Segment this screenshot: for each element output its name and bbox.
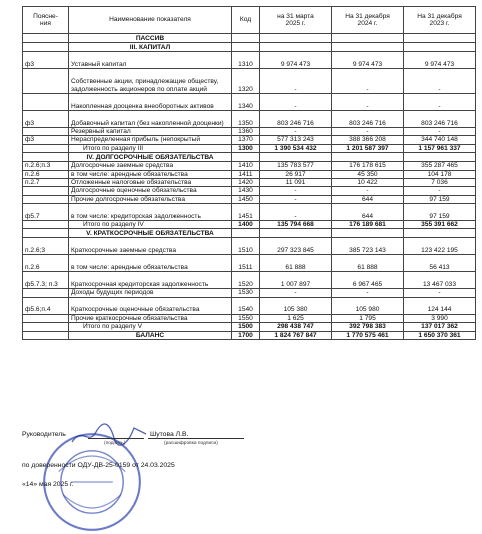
row-value: 105 980 — [332, 297, 404, 314]
value-cell — [260, 34, 332, 43]
row-value: - — [260, 94, 332, 111]
row-value: - — [332, 94, 404, 111]
row-label: БАЛАНС — [69, 331, 232, 339]
balance-table — [22, 6, 476, 340]
note-cell: ф5.7.3; п.3 — [23, 272, 69, 289]
row-value: - — [260, 289, 332, 297]
table-row — [23, 289, 476, 297]
table-row — [23, 144, 476, 152]
row-code: 1340 — [232, 94, 260, 111]
row-label: Краткосрочные заемные средства — [69, 238, 232, 255]
row-value: - — [260, 69, 332, 94]
row-value: 97 159 — [404, 195, 476, 203]
header-note: Поясне- ния — [23, 7, 69, 34]
table-row — [23, 195, 476, 203]
row-code: 1400 — [232, 221, 260, 229]
table-row — [23, 238, 476, 255]
note-cell: п.2.6 — [23, 170, 69, 178]
row-code: 1520 — [232, 272, 260, 289]
value-cell — [332, 229, 404, 238]
row-value: 1 650 370 361 — [404, 331, 476, 339]
row-code: 1310 — [232, 52, 260, 69]
table-row — [23, 187, 476, 195]
row-label: Долгосрочные заемные средства — [69, 162, 232, 170]
row-value: 9 974 473 — [404, 52, 476, 69]
note-cell — [23, 153, 69, 162]
row-code: 1540 — [232, 297, 260, 314]
row-value: - — [404, 289, 476, 297]
row-value: 11 091 — [260, 178, 332, 186]
value-cell — [260, 153, 332, 162]
table-row — [23, 94, 476, 111]
note-cell — [23, 187, 69, 195]
note-cell: п.2.6;п.3 — [23, 162, 69, 170]
row-value: 392 798 383 — [332, 323, 404, 331]
table-row — [23, 178, 476, 186]
row-value: 803 246 716 — [404, 111, 476, 128]
header-col3: На 31 декабря 2023 г. — [404, 7, 476, 34]
value-cell — [332, 34, 404, 43]
row-code: 1350 — [232, 111, 260, 128]
row-label: Уставный капитал — [69, 52, 232, 69]
row-value: 1 625 — [260, 314, 332, 322]
row-value: 355 287 465 — [404, 162, 476, 170]
row-value: 577 313 243 — [260, 136, 332, 144]
code-cell — [232, 34, 260, 43]
row-value: 105 380 — [260, 297, 332, 314]
row-code: 1420 — [232, 178, 260, 186]
row-value: 13 467 033 — [404, 272, 476, 289]
row-code: 1430 — [232, 187, 260, 195]
value-cell — [332, 153, 404, 162]
value-cell — [332, 43, 404, 52]
value-cell — [404, 153, 476, 162]
row-label: Итого по разделу IV — [69, 221, 232, 229]
row-code: 1450 — [232, 195, 260, 203]
code-cell — [232, 229, 260, 238]
row-value: 385 723 143 — [332, 238, 404, 255]
row-value: 123 422 195 — [404, 238, 476, 255]
table-row — [23, 331, 476, 339]
row-label: Итого по разделу V — [69, 323, 232, 331]
row-value: 298 438 747 — [260, 323, 332, 331]
note-cell — [23, 144, 69, 152]
row-label: Прочие краткосрочные обязательства — [69, 314, 232, 322]
note-cell: ф5.7 — [23, 204, 69, 221]
row-code: 1451 — [232, 204, 260, 221]
section-title: ПАССИВ — [69, 34, 232, 43]
row-value: 45 350 — [332, 170, 404, 178]
signature-block — [22, 431, 66, 438]
code-cell — [232, 43, 260, 52]
row-value: - — [332, 187, 404, 195]
code-cell — [232, 153, 260, 162]
section-title: III. КАПИТАЛ — [69, 43, 232, 52]
row-value: 9 974 473 — [260, 52, 332, 69]
row-value: 297 323 845 — [260, 238, 332, 255]
note-cell — [23, 323, 69, 331]
row-value: 9 974 473 — [332, 52, 404, 69]
note-cell: п.2.6 — [23, 255, 69, 272]
row-value: 1 007 897 — [260, 272, 332, 289]
row-label: Резервный капитал — [69, 128, 232, 136]
header-name: Наименование показателя — [69, 7, 232, 34]
note-cell: п.2.7 — [23, 178, 69, 186]
row-value: 176 178 615 — [332, 162, 404, 170]
table-row — [23, 128, 476, 136]
row-value: 1 157 961 337 — [404, 144, 476, 152]
signatory-name: Шутова Л.В. — [150, 431, 189, 438]
row-value: 355 391 662 — [404, 221, 476, 229]
signing-date: «14» мая 2025 г. — [22, 481, 74, 488]
head-label: Руководитель — [22, 431, 66, 438]
row-code: 1511 — [232, 255, 260, 272]
row-code: 1500 — [232, 323, 260, 331]
row-label: в том числе: арендные обязательства — [69, 170, 232, 178]
table-row — [23, 314, 476, 322]
table-row — [23, 52, 476, 69]
row-label: Собственные акции, принадлежащие обществу, задолженность акционеров по оплате акций — [69, 69, 232, 94]
row-value: 1 824 767 847 — [260, 331, 332, 339]
row-value: 644 — [332, 195, 404, 203]
row-code: 1510 — [232, 238, 260, 255]
note-cell — [23, 314, 69, 322]
value-cell — [404, 34, 476, 43]
note-cell — [23, 43, 69, 52]
note-cell — [23, 128, 69, 136]
row-value: - — [260, 195, 332, 203]
row-value: 135 783 577 — [260, 162, 332, 170]
value-cell — [404, 43, 476, 52]
row-code: 1300 — [232, 144, 260, 152]
row-label: Нераспределенная прибыль (непокрытый — [69, 136, 232, 144]
table-body — [23, 34, 476, 340]
note-cell: ф3 — [23, 136, 69, 144]
header-code: Код — [232, 7, 260, 34]
row-value: - — [404, 128, 476, 136]
note-cell — [23, 229, 69, 238]
section-title: IV. ДОЛГОСРОЧНЫЕ ОБЯЗАТЕЛЬСТВА — [69, 153, 232, 162]
header-col1: на 31 марта 2025 г. — [260, 7, 332, 34]
row-label: Отложенные налоговые обязательства — [69, 178, 232, 186]
section-title: V. КРАТКОСРОЧНЫЕ ОБЯЗАТЕЛЬСТВА — [69, 229, 232, 238]
table-row — [23, 255, 476, 272]
row-value: 124 144 — [404, 297, 476, 314]
row-label: Доходы будущих периодов — [69, 289, 232, 297]
table-row — [23, 69, 476, 94]
row-value: 26 917 — [260, 170, 332, 178]
row-value: 388 366 208 — [332, 136, 404, 144]
row-code: 1411 — [232, 170, 260, 178]
name-caption: (расшифровка подписи) — [164, 441, 218, 446]
proxy-text: по доверенности ОДУ-ДВ-25-0159 от 24.03.2025 — [22, 462, 175, 469]
row-value: 3 990 — [404, 314, 476, 322]
note-cell: ф3 — [23, 52, 69, 69]
value-cell — [260, 43, 332, 52]
row-value: 137 017 362 — [404, 323, 476, 331]
row-value: 56 413 — [404, 255, 476, 272]
row-value: 7 036 — [404, 178, 476, 186]
row-value: - — [332, 128, 404, 136]
row-value: 1 201 587 397 — [332, 144, 404, 152]
row-value: 61 888 — [332, 255, 404, 272]
row-label: Прочие долгосрочные обязательства — [69, 195, 232, 203]
table-row — [23, 323, 476, 331]
note-cell — [23, 331, 69, 339]
row-code: 1700 — [232, 331, 260, 339]
table-row — [23, 111, 476, 128]
row-value: - — [260, 204, 332, 221]
row-code: 1530 — [232, 289, 260, 297]
row-label: Итого по разделу III — [69, 144, 232, 152]
note-cell — [23, 289, 69, 297]
table-row — [23, 221, 476, 229]
row-label: в том числе: арендные обязательства — [69, 255, 232, 272]
table-row — [23, 272, 476, 289]
row-value: 104 178 — [404, 170, 476, 178]
note-cell — [23, 221, 69, 229]
signature-line — [88, 438, 144, 439]
note-cell: п.2.6;3 — [23, 238, 69, 255]
row-value: 803 246 716 — [260, 111, 332, 128]
row-value: 135 794 668 — [260, 221, 332, 229]
table-row — [23, 34, 476, 43]
note-cell — [23, 34, 69, 43]
row-value: - — [404, 94, 476, 111]
row-label: Накопленная дооценка внеоборотных активов — [69, 94, 232, 111]
row-value: 644 — [332, 204, 404, 221]
table-row — [23, 297, 476, 314]
note-cell: ф3 — [23, 111, 69, 128]
row-code: 1550 — [232, 314, 260, 322]
row-value: 1 390 534 432 — [260, 144, 332, 152]
row-value: 97 159 — [404, 204, 476, 221]
row-value: 6 967 465 — [332, 272, 404, 289]
table-row — [23, 229, 476, 238]
table-row — [23, 204, 476, 221]
note-cell: ф5.6;п.4 — [23, 297, 69, 314]
row-label: Добавочный капитал (без накопленной дооценки) — [69, 111, 232, 128]
table-header-row — [23, 7, 476, 34]
table-row — [23, 43, 476, 52]
row-value: 1 795 — [332, 314, 404, 322]
value-cell — [260, 229, 332, 238]
row-value: 176 189 681 — [332, 221, 404, 229]
row-value: - — [332, 289, 404, 297]
row-code: 1370 — [232, 136, 260, 144]
row-value: - — [260, 187, 332, 195]
note-cell — [23, 69, 69, 94]
row-value: - — [332, 69, 404, 94]
row-value: - — [404, 187, 476, 195]
note-cell — [23, 195, 69, 203]
table-row — [23, 170, 476, 178]
value-cell — [404, 229, 476, 238]
signature-caption: (подпись) — [104, 441, 126, 446]
row-value: - — [260, 128, 332, 136]
row-value: - — [404, 69, 476, 94]
table-row — [23, 153, 476, 162]
row-label: в том числе: кредиторская задолженность — [69, 204, 232, 221]
row-label: Долгосрочные оценочные обязательства — [69, 187, 232, 195]
row-code: 1360 — [232, 128, 260, 136]
row-value: 803 246 716 — [332, 111, 404, 128]
name-line — [148, 438, 244, 439]
balance-sheet — [22, 6, 474, 340]
note-cell — [23, 94, 69, 111]
row-code: 1320 — [232, 69, 260, 94]
row-code: 1410 — [232, 162, 260, 170]
row-label: Краткосрочные оценочные обязательства — [69, 297, 232, 314]
table-row — [23, 162, 476, 170]
header-col2: На 31 декабря 2024 г. — [332, 7, 404, 34]
row-value: 10 422 — [332, 178, 404, 186]
row-value: 344 740 148 — [404, 136, 476, 144]
row-label: Краткосрочная кредиторская задолженность — [69, 272, 232, 289]
table-row — [23, 136, 476, 144]
row-value: 61 888 — [260, 255, 332, 272]
row-value: 1 770 575 461 — [332, 331, 404, 339]
